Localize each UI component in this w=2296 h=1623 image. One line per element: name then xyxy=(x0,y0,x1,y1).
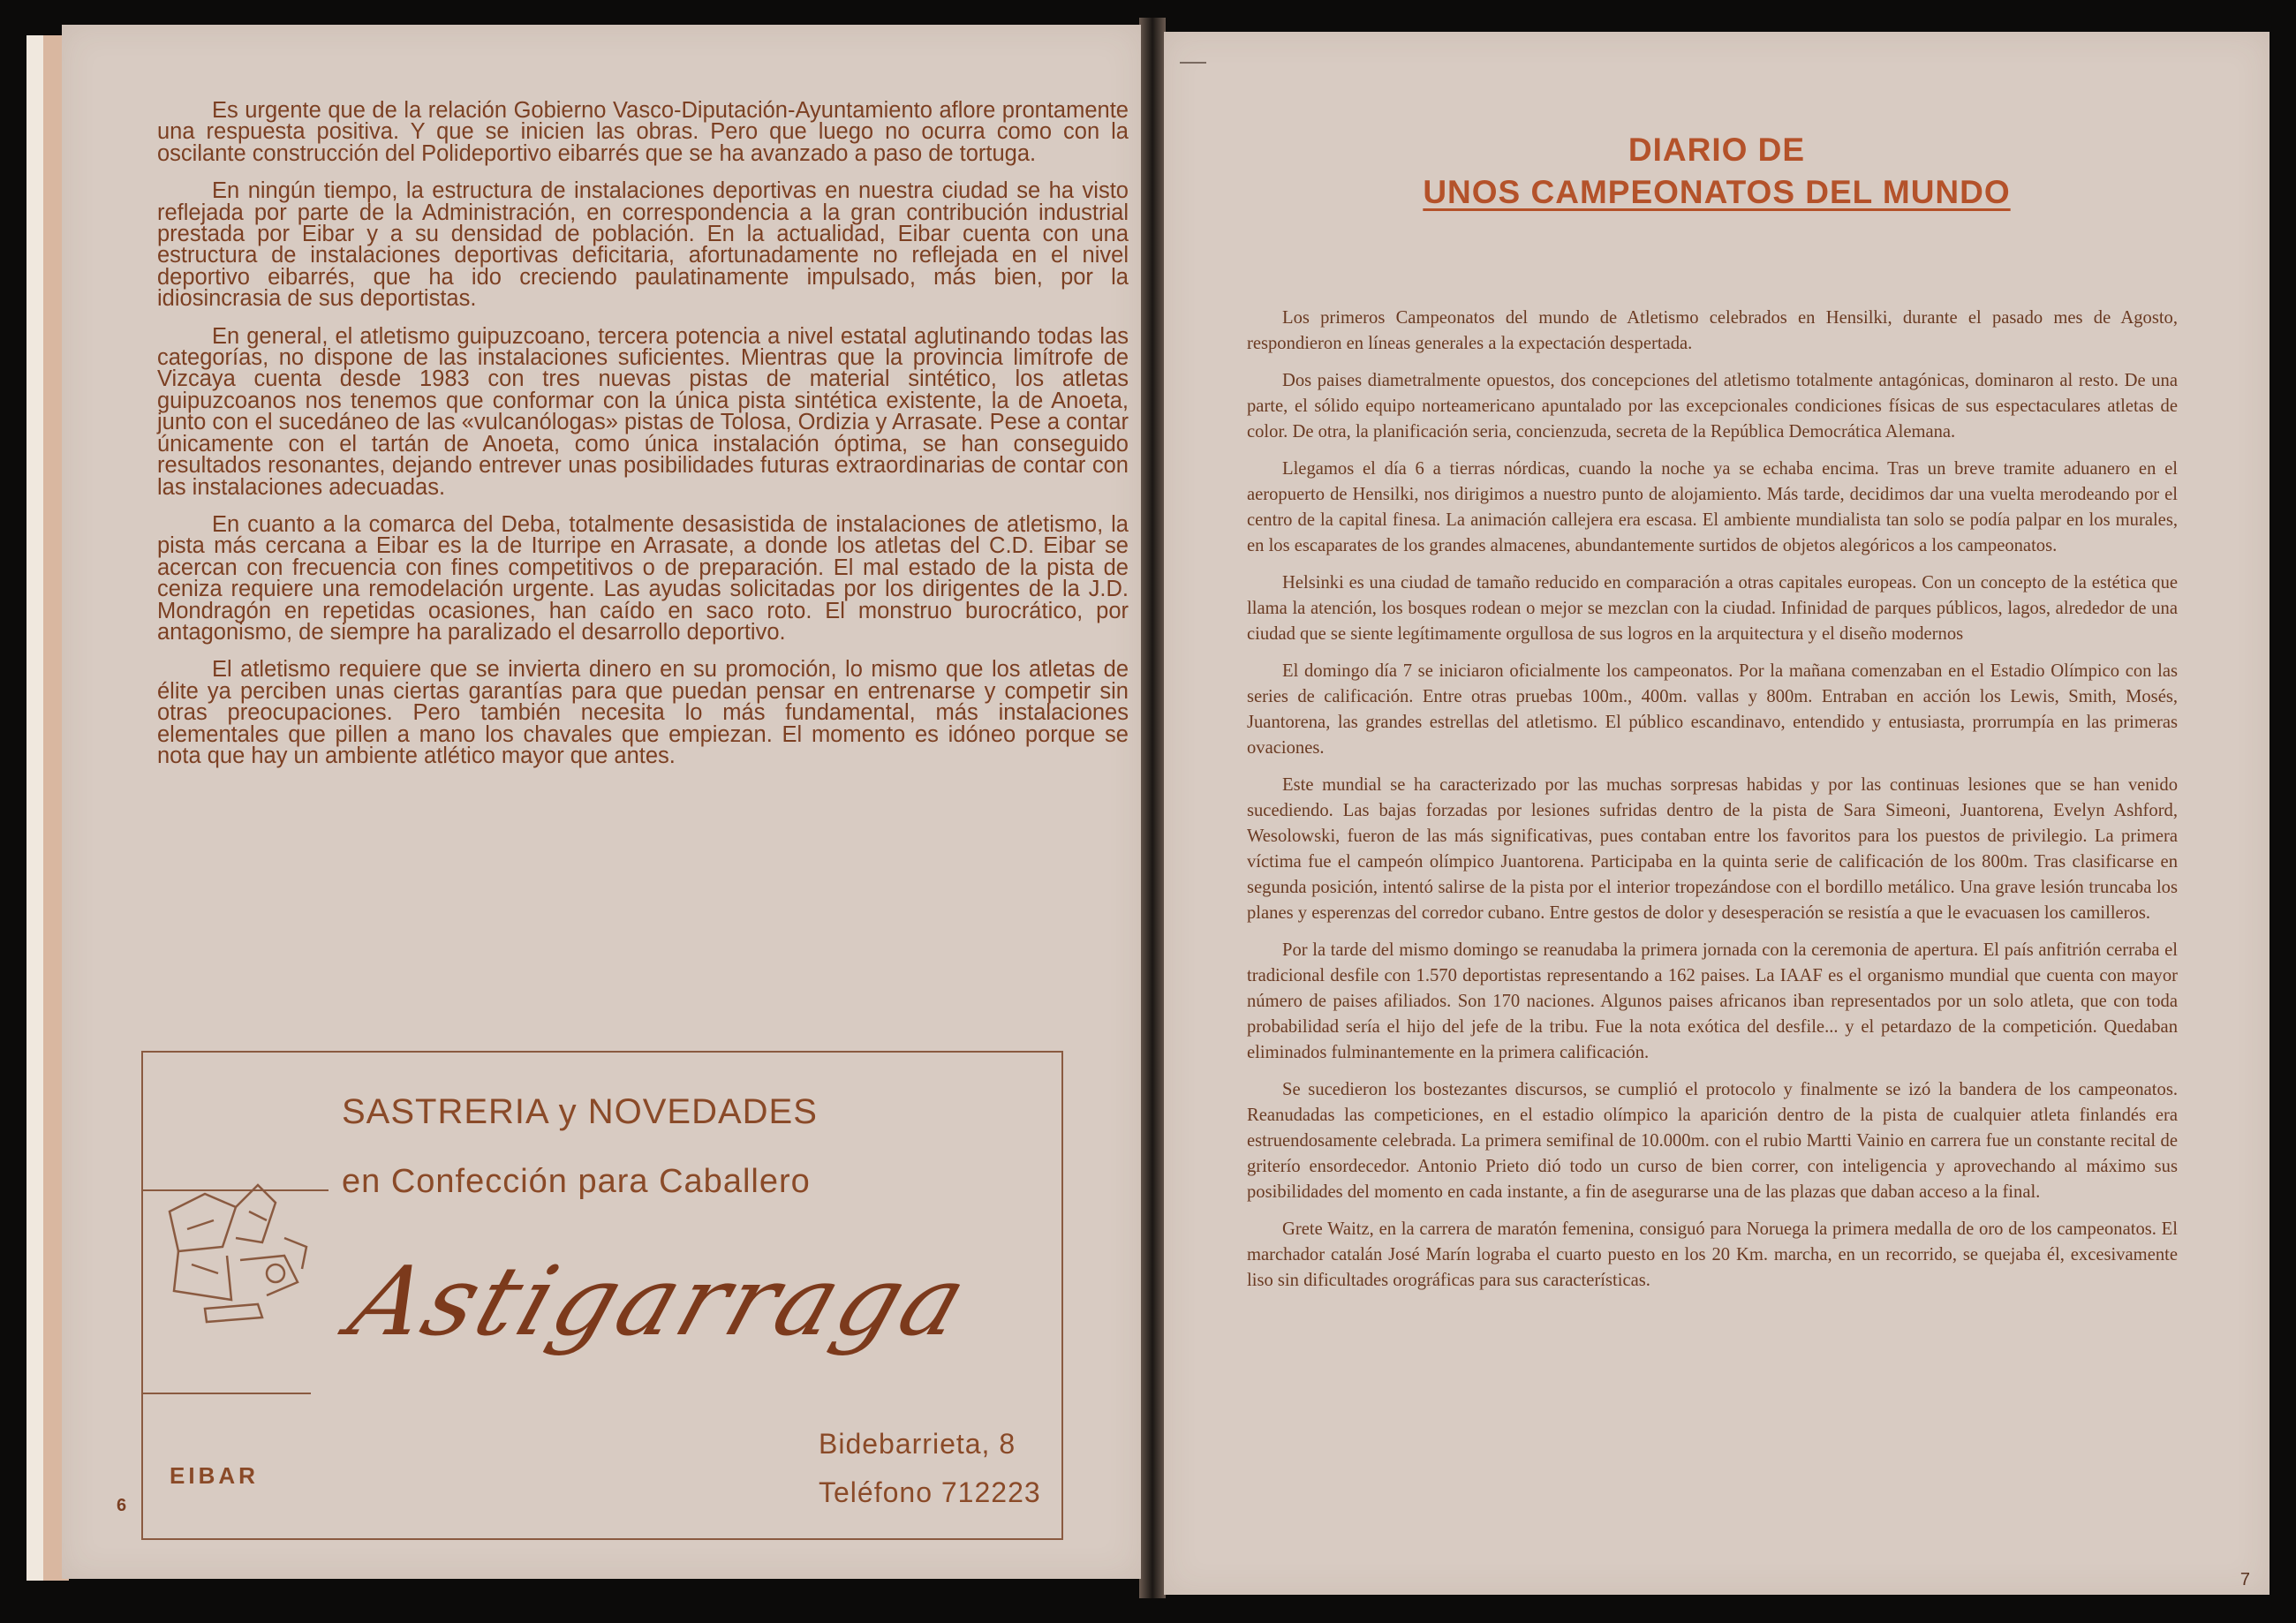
left-paragraph: Es urgente que de la relación Gobierno Vasco-Diputación-Ayuntamiento aflore prontamente una respuesta positiva. Y que se inicien las obras. Pero que luego no ocurra como con la oscilante construcción del Polideportivo eibarrés que se ha avanzado a paso de tortuga. xyxy=(157,98,1129,166)
right-article-body xyxy=(1247,306,2178,1305)
ad-subtitle: en Confección para Caballero xyxy=(342,1163,811,1200)
ad-brand-name: Astigarraga xyxy=(336,1247,983,1357)
right-paragraph: Por la tarde del mismo domingo se reanudaba la primera jornada con la ceremonia de apertura. El país anfitrión cerraba el tradicional desfile con 1.570 deportistas representando a 162 paises. La IAAF es el organismo mundial que cuenta con mayor número de paises afiliados. Son 170 naciones. Algunos paises africanos iban representados por un solo atleta, que con toda probabilidad sería el hijo del jefe de la tribu. Fue la nota exótica del desfile... y el petardazo de la competición. Quedaban eliminados fulminantemente en la primera calificación. xyxy=(1247,940,2178,1062)
ad-address: Bidebarrieta, 8 xyxy=(819,1428,1016,1460)
right-paragraph: Dos paises diametralmente opuestos, dos concepciones del atletismo totalmente antagónicas, dominaron al resto. De una parte, el sólido equipo norteamericano apuntalado por las excepcionales condiciones físicas de sus espectaculares atletas de color. De otra, la planificación seria, concienzuda, secreta de la República Democrática Alemana. xyxy=(1247,371,2178,442)
left-paragraph: En cuanto a la comarca del Deba, totalmente desasistida de instalaciones de atletismo, la pista más cercana a Eibar es la de Iturripe en Arrasate, a donde los atletas del C.D. Eibar se acercan con frecuencia con fines competitivos o de preparación. El mal estado de la pista de ceniza requiere una remodelación urgente. Las ayudas solicitadas por los dirigentes de la J.D. Mondragón en repetidas ocasiones, han caído en saco roto. El monstruo burocrático, por antagonismo, de siempre ha paralizado el desarrollo deportivo. xyxy=(157,511,1129,645)
right-paragraph: Grete Waitz, en la carrera de maratón femenina, consiguó para Noruega la primera medalla de oro de los campeonatos. El marchador catalán José Marín lograba el cuarto puesto en los 20 Km. marcha, en un recorrido, se quejaba él, excesivamente liso sin dificultades orográficas para sus características. xyxy=(1247,1219,2178,1290)
left-paragraph: El atletismo requiere que se invierta dinero en su promoción, lo mismo que los atletas de élite ya perciben unas ciertas garantías para que puedan pensar en entrenarse y competir sin otras preocupaciones. Pero también necesita lo más fundamental, más instalaciones elementales que pillen a mano los chavales que empiezan. El momento es idóneo porque se nota que hay un ambiente atlético mayor que antes. xyxy=(157,657,1129,768)
right-page-number: 7 xyxy=(2239,1570,2250,1589)
left-paragraph: En ningún tiempo, la estructura de instalaciones deportivas en nuestra ciudad se ha visto reflejada por parte de la Administración, en correspondencia a la gran contribución industrial prestada por Eibar y a su densidad de población. En la actualidad, Eibar cuenta con una estructura de instalaciones deportivas deficitaria, afortunadamente no reflejada en el nivel deportivo eibarrés, que ha ido creciendo paulatinamente impulsado, más bien, por la idiosincrasia de sus deportistas. xyxy=(157,178,1129,312)
right-page xyxy=(1164,32,2270,1595)
right-paragraph: Se sucedieron los bostezantes discursos, se cumplió el protocolo y finalmente se izó la bandera de los campeonatos. Reanudadas las competiciones, en el estadio olímpico la aparición dentro de la pista de cualquier atleta finlandés era estruendosamente celebrada. La primera semifinal de 10.000m. con el rubio Martti Vainio en carrera fue un constante recital de griterío ensordecedor. Antonio Prieto dió todo un curso de bien correr, con inteligencia y aprovechando al máximo sus posibilidades del momento en cada instante, a fin de asegurarse una de las plazas que daban acceso a la final. xyxy=(1247,1080,2178,1202)
ad-title: SASTRERIA y NOVEDADES xyxy=(342,1092,818,1131)
left-article-body xyxy=(157,100,1129,782)
left-page xyxy=(62,25,1141,1579)
ad-divider-bottom xyxy=(143,1393,311,1394)
right-paragraph: Helsinki es una ciudad de tamaño reducido en comparación a otras capitales europeas. Con un concepto de la estética que llama la atención, los bosques rodean o mejor se mezclan con la ciudad. Infinidad de parques públicos, lagos, alrededor de una ciudad que se siente legítimamente orgullosa de sus logros en la arquitectura y el diseño modernos xyxy=(1247,573,2178,644)
ad-city: EIBAR xyxy=(170,1462,259,1489)
right-paragraph: Este mundial se ha caracterizado por las muchas sorpresas habidas y por las continuas lesiones que se han venido sucediendo. Las bajas forzadas por lesiones sufridas dentro de la pista de Sara Simeoni, Juantorena, Evelyn Ashford, Wesolowski, fueron de las más significativas, pues contaban entre los favoritos para los puestos de privilegio. La primera víctima fue el campeón olímpico Juantorena. Participaba en la quinta serie de calificación de los 800m. Tras clasificarse en segunda posición, intentó salirse de la pista por el interior tropezándose con el bordillo metálico. Una grave lesión truncaba los planes y esperenzas del corredor cubano. Entre gestos de dolor y desesperación se resistía a que le evacuasen los camilleros. xyxy=(1247,775,2178,923)
left-page-number: 6 xyxy=(117,1496,127,1515)
article-title xyxy=(1164,129,2270,214)
ad-phone: Teléfono 712223 xyxy=(819,1476,1041,1508)
title-line-1: DIARIO DE xyxy=(1628,132,1806,168)
book-gutter xyxy=(1139,18,1166,1598)
advertisement-box xyxy=(141,1051,1063,1540)
title-line-2: UNOS CAMPEONATOS DEL MUNDO xyxy=(1423,174,2011,210)
page-mark xyxy=(1180,62,1206,64)
right-paragraph: Los primeros Campeonatos del mundo de Atletismo celebrados en Hensilki, durante el pasado mes de Agosto, respondieron en líneas generales a la expectación despertada. xyxy=(1247,308,2178,353)
left-paragraph: En general, el atletismo guipuzcoano, tercera potencia a nivel estatal aglutinando todas las categorías, no dispone de las instalaciones suficientes. Mientras que la provincia limítrofe de Vizcaya cuenta desde 1983 con tres nuevas pistas de material sintético, los atletas guipuzcoanos nos tenemos que conformar con la única pista sintética existente, la de Anoeta, junto con el sucedáneo de las «vulcanólogas» pistas de Tolosa, Ordizia y Arrasate. Pese a contar únicamente con el tartán de Anoeta, como única instalación óptima, se han conseguido resultados resonantes, dejando entrever unas posibilidades futuras extraordinarias de contar con las instalaciones adecuadas. xyxy=(157,323,1129,500)
right-paragraph: El domingo día 7 se iniciaron oficialmente los campeonatos. Por la mañana comenzaban en el Estadio Olímpico con las series de calificación. Entre otras pruebas 100m., 400m. vallas y 800m. Entraban en acción los Lewis, Smith, Mosés, Juantorena, las grandes estrellas del atletismo. El público escandinavo, entendido y entusiasta, prorrumpía en las primeras ovaciones. xyxy=(1247,661,2178,758)
clothing-illustration-icon xyxy=(152,1176,320,1344)
right-paragraph: Llegamos el día 6 a tierras nórdicas, cuando la noche ya se echaba encima. Tras un breve tramite aduanero en el aeropuerto de Hensilki, nos dirigimos a nuestro punto de alojamiento. Más tarde, decidimos dar una vuelta merodeando por el centro de la capital finesa. La animación callejera era escasa. El ambiente mundialista tan solo se podía palpar en los murales, en los escaparates de los grandes almacenes, abundantemente surtidos de objetos alegóricos a los campeonatos. xyxy=(1247,459,2178,555)
